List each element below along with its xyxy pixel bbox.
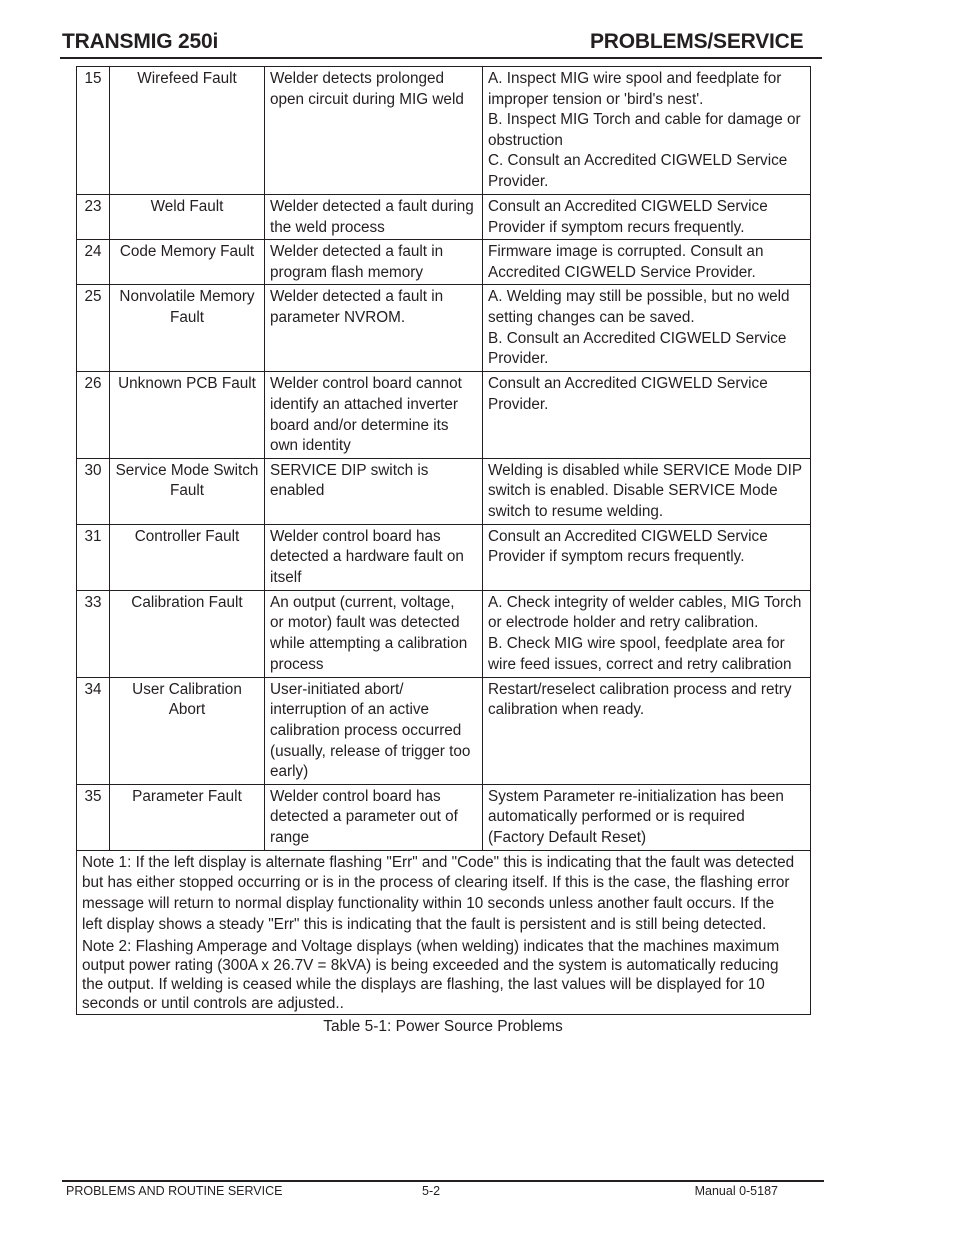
fault-code: 15 (77, 67, 110, 195)
note-1: Note 1: If the left display is alternate flashing "Err" and "Code" this is indicating that the fault was detected but has either stopped occurring or is in the process of clearing itself. If this is the case, the flashing error message will return to normal display functionality within 10 seconds unless another fault occurs. If the left display shows a steady "Err" this is indicating that the fault is persistent and is still being detected. (82, 853, 795, 933)
fault-code: 25 (77, 285, 110, 372)
fault-name: Code Memory Fault (110, 240, 265, 285)
footer-section: PROBLEMS AND ROUTINE SERVICE (66, 1184, 283, 1198)
fault-remedy: A. Check integrity of welder cables, MIG Torch or electrode holder and retry calibration. B. Check MIG wire spool, feedplate area for wire feed issues, correct and retry calibration (483, 590, 811, 677)
manual-number: Manual 0-5187 (694, 1184, 778, 1198)
fault-name: Wirefeed Fault (110, 67, 265, 195)
power-source-problems-table (76, 66, 811, 1015)
fault-description: Welder detects prolonged open circuit during MIG weld (265, 67, 483, 195)
fault-description: An output (current, voltage, or motor) fault was detected while attempting a calibration process (265, 590, 483, 677)
table-row (77, 458, 811, 524)
fault-code: 34 (77, 677, 110, 784)
fault-remedy: Welding is disabled while SERVICE Mode DIP switch is enabled. Disable SERVICE Mode switch to resume welding. (483, 458, 811, 524)
table-caption: Table 5-1: Power Source Problems (323, 1018, 563, 1035)
product-title: TRANSMIG 250i (62, 30, 219, 53)
table-row (77, 524, 811, 590)
fault-description: User-initiated abort/ interruption of an active calibration process occurred (usually, release of trigger too early) (265, 677, 483, 784)
table-row (77, 195, 811, 240)
fault-remedy: Consult an Accredited CIGWELD Service Provider if symptom recurs frequently. (483, 195, 811, 240)
fault-name: Parameter Fault (110, 784, 265, 850)
notes-cell (77, 850, 811, 1015)
fault-description: Welder control board has detected a parameter out of range (265, 784, 483, 850)
fault-remedy: Consult an Accredited CIGWELD Service Provider if symptom recurs frequently. (483, 524, 811, 590)
fault-name: User Calibration Abort (110, 677, 265, 784)
fault-remedy: Restart/reselect calibration process and retry calibration when ready. (483, 677, 811, 784)
fault-code: 24 (77, 240, 110, 285)
fault-name: Controller Fault (110, 524, 265, 590)
fault-name: Weld Fault (110, 195, 265, 240)
section-title: PROBLEMS/SERVICE (590, 30, 804, 53)
table-row (77, 285, 811, 372)
fault-name: Service Mode Switch Fault (110, 458, 265, 524)
table-row (77, 590, 811, 677)
fault-code: 30 (77, 458, 110, 524)
fault-code: 33 (77, 590, 110, 677)
fault-remedy: A. Welding may still be possible, but no weld setting changes can be saved. B. Consult an Accredited CIGWELD Service Provider. (483, 285, 811, 372)
fault-code: 31 (77, 524, 110, 590)
table-row (77, 784, 811, 850)
fault-description: Welder control board has detected a hardware fault on itself (265, 524, 483, 590)
footer-divider (62, 1180, 824, 1182)
fault-remedy: System Parameter re-initialization has been automatically performed or is required (Factory Default Reset) (483, 784, 811, 850)
fault-description: Welder control board cannot identify an attached inverter board and/or determine its own identity (265, 372, 483, 458)
table-row (77, 372, 811, 458)
fault-code: 35 (77, 784, 110, 850)
fault-description: Welder detected a fault during the weld process (265, 195, 483, 240)
notes-row (77, 850, 811, 1015)
fault-name: Unknown PCB Fault (110, 372, 265, 458)
note-2: Note 2: Flashing Amperage and Voltage displays (when welding) indicates that the machines maximum output power rating (300A x 26.7V = 8kVA) is being exceeded and the system is automatically reducing the output. If welding is ceased while the displays are flashing, the last values will be displayed for 10 seconds or until controls are adjusted.. (82, 938, 780, 1012)
table-row (77, 240, 811, 285)
fault-name: Calibration Fault (110, 590, 265, 677)
table-row (77, 677, 811, 784)
fault-rows (77, 67, 811, 1015)
fault-code: 23 (77, 195, 110, 240)
fault-code: 26 (77, 372, 110, 458)
fault-description: Welder detected a fault in program flash memory (265, 240, 483, 285)
fault-description: Welder detected a fault in parameter NVROM. (265, 285, 483, 372)
page-number: 5-2 (422, 1184, 441, 1198)
page-footer (66, 1184, 778, 1200)
fault-remedy: Consult an Accredited CIGWELD Service Provider. (483, 372, 811, 458)
table-row (77, 67, 811, 195)
fault-name: Nonvolatile Memory Fault (110, 285, 265, 372)
fault-description: SERVICE DIP switch is enabled (265, 458, 483, 524)
fault-remedy: A. Inspect MIG wire spool and feedplate for improper tension or 'bird's nest'. B. Inspect MIG Torch and cable for damage or obstruction C. Consult an Accredited CIGWELD Service Provider. (483, 67, 811, 195)
fault-remedy: Firmware image is corrupted. Consult an Accredited CIGWELD Service Provider. (483, 240, 811, 285)
header-divider (60, 57, 822, 59)
page-header (60, 30, 822, 60)
